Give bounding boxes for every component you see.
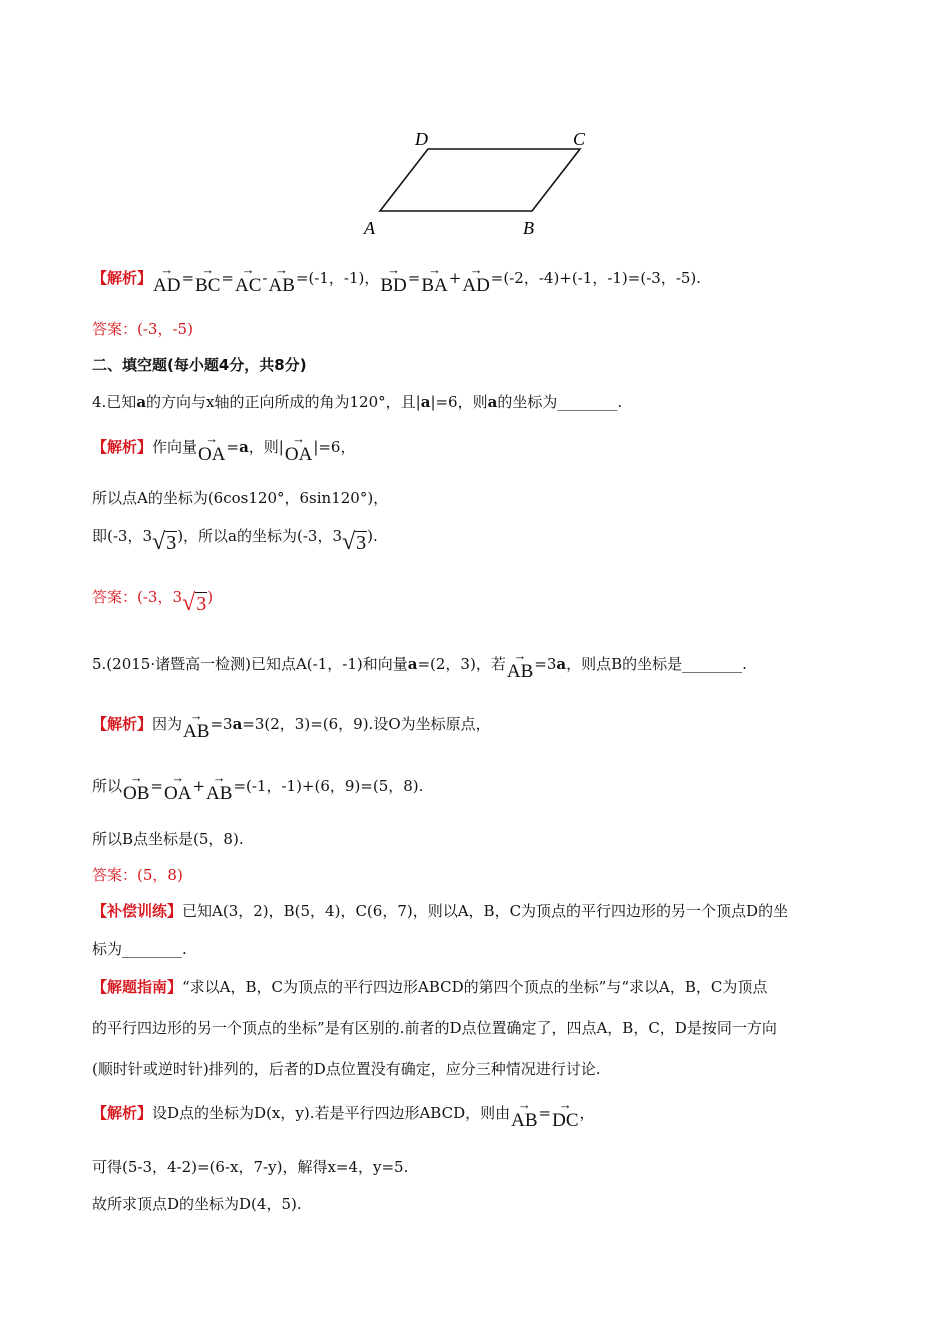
vector-bc: → BC bbox=[195, 262, 221, 296]
vector-oa-2: → OA bbox=[284, 431, 313, 465]
supplement-line2: 标为________. bbox=[92, 940, 187, 958]
supplement-tag: 【补偿训练】 bbox=[92, 902, 183, 920]
vertex-label-c: C bbox=[573, 129, 586, 149]
q5-analysis: 【解析】因为 → AB=3a=3(2，3)=(6，9).设O为坐标原点， bbox=[92, 708, 491, 742]
analysis-tag: 【解析】 bbox=[92, 438, 153, 456]
sqrt-symbol: √3 bbox=[182, 590, 207, 616]
guide-tag: 【解题指南】 bbox=[92, 978, 183, 996]
q5-question: 5.(2015·诸暨高一检测)已知点A(-1，-1)和向量a=(2，3)，若 → AB=3a，则点B的坐标是________. bbox=[92, 648, 747, 682]
vector-dc: → DC bbox=[552, 1097, 579, 1131]
vector-bd: → BD bbox=[380, 262, 407, 296]
vertex-label-d: D bbox=[415, 129, 428, 149]
vector-ba: → BA bbox=[421, 262, 448, 296]
q4-line2: 所以点A的坐标为(6cos120°，6sin120°)， bbox=[92, 489, 389, 507]
vector-ab: → AB bbox=[268, 262, 295, 296]
vector-ab: → AB bbox=[511, 1097, 538, 1131]
supplement-analysis: 【解析】设D点的坐标为D(x，y).若是平行四边形ABCD，则由 → AB= → DC， bbox=[92, 1097, 595, 1131]
supplement-line1: 【补偿训练】已知A(3，2)，B(5，4)，C(6，7)，则以A，B，C为顶点的平行四边形的另一个顶点D的坐 bbox=[92, 902, 789, 920]
vector-ab: → AB bbox=[206, 770, 233, 804]
vector-ac: → AC bbox=[234, 262, 262, 296]
vector-oa: → OA bbox=[198, 431, 226, 465]
vector-oa: → OA bbox=[164, 770, 192, 804]
guide-line2: 的平行四边形的另一个顶点的坐标”是有区别的.前者的D点位置确定了，四点A，B，C，D是按同一方向 bbox=[92, 1019, 777, 1037]
vector-ad: → AD bbox=[153, 262, 181, 296]
analysis-tag: 【解析】 bbox=[92, 269, 153, 287]
vector-ad-2: → AD bbox=[462, 262, 490, 296]
analysis-tag: 【解析】 bbox=[92, 1104, 153, 1122]
vector-ob: → OB bbox=[123, 770, 150, 804]
q5-line2: 所以 → OB= → OA+ → AB=(-1，-1)+(6，9)=(5，8). bbox=[92, 770, 424, 804]
q3-answer: 答案：(-3，-5) bbox=[92, 320, 193, 338]
vertex-label-b: B bbox=[523, 218, 534, 238]
q5-line3: 所以B点坐标是(5，8). bbox=[92, 830, 244, 848]
sqrt-symbol: √3 bbox=[152, 529, 177, 555]
q4-analysis: 【解析】作向量 → OA=a，则| → OA|=6， bbox=[92, 431, 356, 465]
analysis-tag: 【解析】 bbox=[92, 715, 153, 733]
vertex-label-a: A bbox=[364, 218, 375, 238]
parallelogram-figure bbox=[355, 122, 605, 242]
q3-analysis: 【解析】 → AD= → BC= → AC- → AB=(-1，-1)， → BD= → BA+ → AD=(-2，-4)+(-1，-1)=(-3，-5). bbox=[92, 262, 702, 296]
sqrt-symbol: √3 bbox=[342, 529, 367, 555]
vector-ab: → AB bbox=[506, 648, 534, 682]
vector-ab: → AB bbox=[183, 708, 210, 742]
q4-question: 4.已知a的方向与x轴的正向所成的角为120°，且|a|=6，则a的坐标为________. bbox=[92, 393, 623, 411]
q5-answer: 答案：(5，8) bbox=[92, 866, 183, 884]
guide-line3: (顺时针或逆时针)排列的，后者的D点位置没有确定，应分三种情况进行讨论. bbox=[92, 1060, 601, 1078]
section-title: 二、填空题(每小题4分，共8分) bbox=[92, 356, 307, 374]
q4-answer: 答案：(-3，3√3) bbox=[92, 588, 214, 616]
q4-line3: 即(-3，3√3)，所以a的坐标为(-3，3√3). bbox=[92, 527, 378, 555]
supplement-line3: 可得(5-3，4-2)=(6-x，7-y)，解得x=4，y=5. bbox=[92, 1158, 409, 1176]
supplement-line4: 故所求顶点D的坐标为D(4，5). bbox=[92, 1195, 302, 1213]
guide-line1: 【解题指南】“求以A，B，C为顶点的平行四边形ABCD的第四个顶点的坐标”与“求以A，B，C为顶点 bbox=[92, 978, 768, 996]
